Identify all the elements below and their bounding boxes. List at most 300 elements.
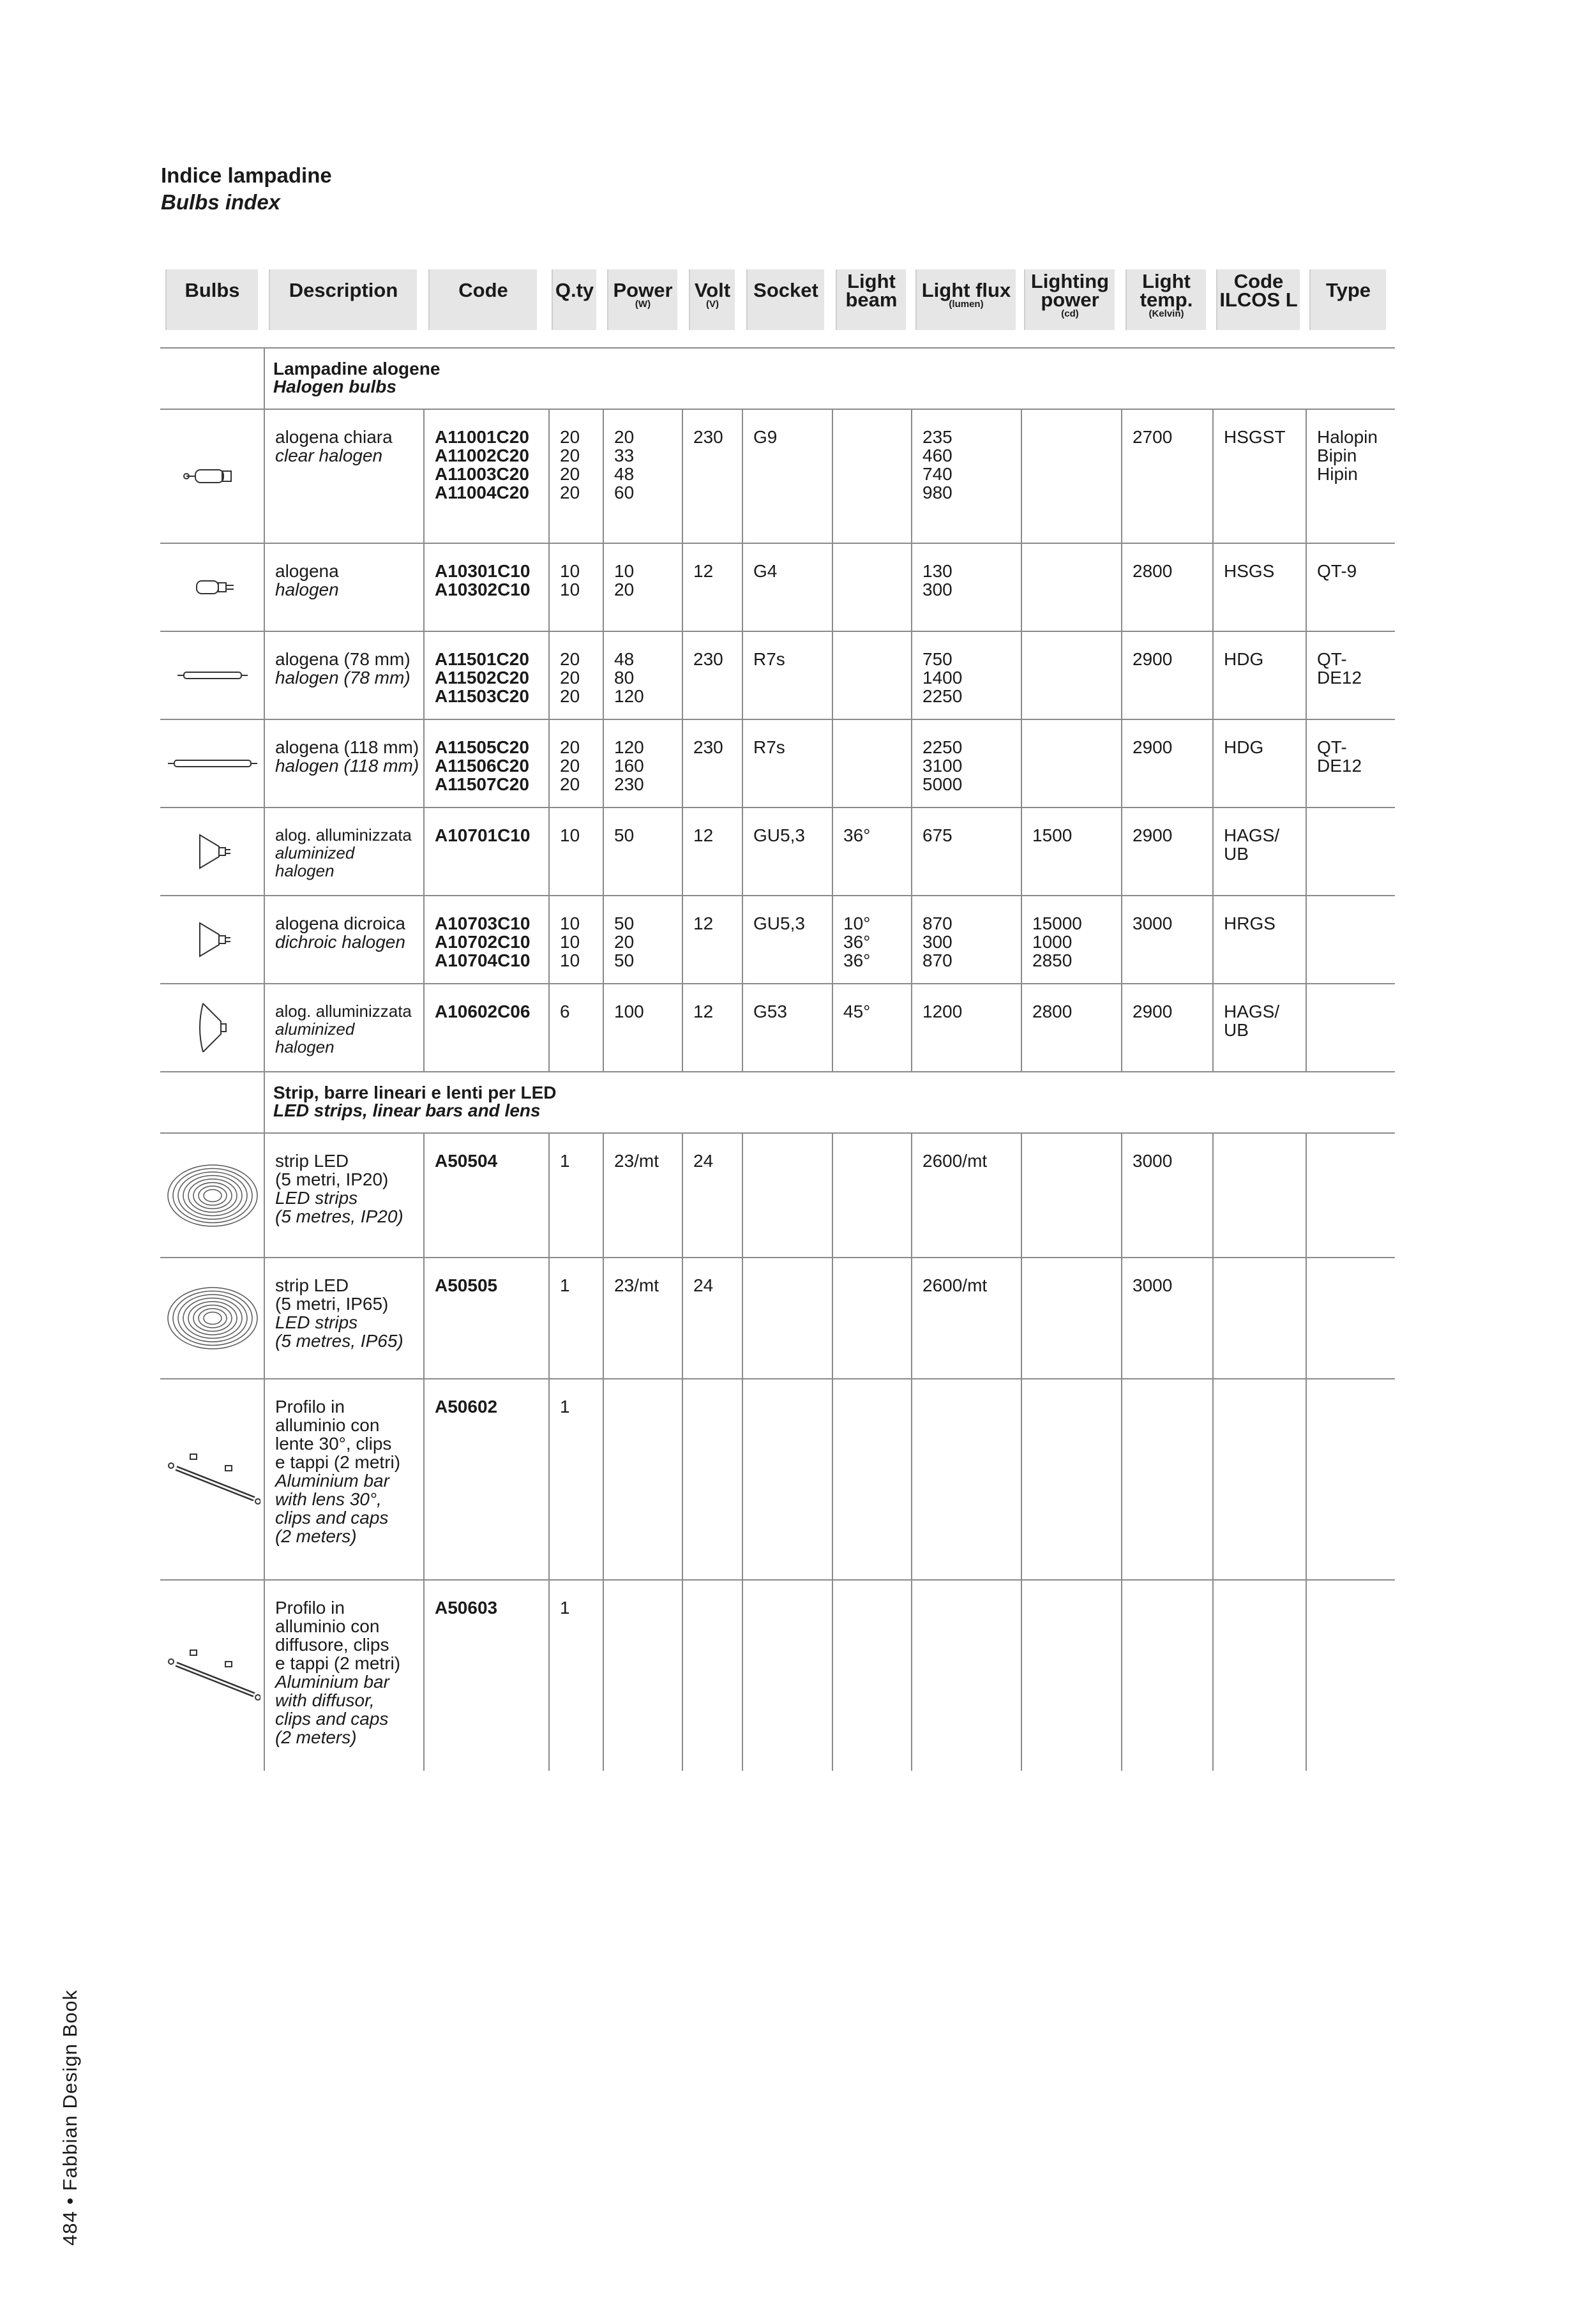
- table-row: [160, 808, 1395, 896]
- column-divider: [264, 632, 265, 719]
- bulb-image: [162, 410, 264, 543]
- column-divider: [682, 632, 683, 719]
- temp-cell: 3000: [1133, 1275, 1173, 1295]
- description-en: Aluminium bar with lens 30°, clips and caps (2 meters): [275, 1471, 389, 1546]
- description-cell: [275, 1152, 421, 1226]
- description-it: alog. alluminizzata: [275, 1002, 412, 1021]
- temp-cell: 2700: [1133, 427, 1173, 447]
- code-cell: A11001C20 A11002C20 A11003C20 A11004C20: [435, 427, 529, 502]
- column-divider: [911, 984, 912, 1071]
- socket-cell: G9: [753, 427, 778, 447]
- power-cell: 23/mt: [614, 1151, 659, 1171]
- qty-cell: 20 20 20: [560, 737, 580, 794]
- lpower-cell: 15000 1000 2850: [1032, 913, 1082, 970]
- flux-cell: 1200: [922, 1002, 963, 1021]
- column-divider: [742, 720, 743, 807]
- column-header-label: Bulbs: [184, 279, 240, 301]
- volt-cell: 24: [693, 1151, 714, 1171]
- column-divider: [1121, 984, 1122, 1071]
- aluminized-reflector-icon: [165, 829, 260, 874]
- column-divider: [548, 544, 550, 631]
- column-divider: [1212, 1379, 1214, 1579]
- column-divider: [1021, 1379, 1022, 1579]
- volt-cell: 12: [693, 561, 714, 581]
- column-divider: [1306, 720, 1307, 807]
- column-divider: [603, 720, 604, 807]
- column-divider: [1021, 720, 1022, 807]
- qty-cell: 10 10: [560, 561, 580, 599]
- flux-cell: 2600/mt: [922, 1151, 988, 1171]
- column-divider: [603, 1581, 604, 1771]
- section-heading: [160, 1072, 1395, 1134]
- column-divider: [742, 1581, 743, 1771]
- column-divider: [548, 1581, 550, 1771]
- column-divider: [832, 1134, 833, 1257]
- column-divider: [1021, 808, 1022, 895]
- column-divider: [1306, 632, 1307, 719]
- flux-cell: 2250 3100 5000: [922, 737, 963, 794]
- column-divider: [423, 544, 425, 631]
- column-divider: [832, 632, 833, 719]
- ilcos-cell: HRGS: [1224, 913, 1276, 933]
- ilcos-cell: HDG: [1224, 737, 1264, 757]
- description-cell: [275, 826, 421, 880]
- table-row: [160, 544, 1395, 632]
- column-divider: [682, 410, 683, 543]
- column-divider: [264, 984, 265, 1071]
- column-header-label: Description: [289, 279, 398, 301]
- description-cell: [275, 650, 421, 687]
- column-divider: [1212, 896, 1214, 983]
- description-it: alogena (78 mm): [275, 649, 410, 669]
- description-it: strip LED (5 metri, IP65): [275, 1275, 389, 1314]
- description-it: alogena dicroica: [275, 913, 405, 933]
- column-header: [1309, 269, 1386, 330]
- column-header-label: Volt: [694, 279, 731, 301]
- column-header: [165, 269, 258, 330]
- column-header: [1216, 269, 1300, 330]
- column-divider: [911, 808, 912, 895]
- column-header: [552, 269, 596, 330]
- column-divider: [832, 544, 833, 631]
- column-divider: [264, 349, 265, 409]
- column-header: [607, 269, 677, 330]
- column-header-unit: (V): [706, 299, 719, 310]
- code-cell: A50505: [435, 1275, 498, 1295]
- column-divider: [423, 984, 425, 1071]
- column-divider: [603, 632, 604, 719]
- ilcos-cell: HAGS/ UB: [1224, 1002, 1280, 1040]
- column-divider: [548, 1258, 550, 1378]
- column-divider: [603, 1134, 604, 1257]
- code-cell: A10602C06: [435, 1002, 531, 1021]
- socket-cell: G4: [753, 561, 778, 581]
- code-cell: A10301C10 A10302C10: [435, 561, 531, 599]
- table-row: [160, 1134, 1395, 1258]
- column-divider: [423, 632, 425, 719]
- socket-cell: GU5,3: [753, 825, 805, 845]
- column-divider: [832, 896, 833, 983]
- column-divider: [1306, 544, 1307, 631]
- column-divider: [264, 808, 265, 895]
- temp-cell: 2900: [1133, 737, 1173, 757]
- flux-cell: 130 300: [922, 561, 952, 599]
- column-header-unit: (lumen): [949, 299, 984, 310]
- column-divider: [832, 1379, 833, 1579]
- ilcos-cell: HAGS/ UB: [1224, 825, 1280, 864]
- column-divider: [1306, 984, 1307, 1071]
- column-divider: [1306, 808, 1307, 895]
- book-title: Fabbian Design Book: [59, 1989, 81, 2191]
- column-divider: [1306, 1581, 1307, 1771]
- column-divider: [911, 410, 912, 543]
- column-divider: [423, 1379, 425, 1579]
- column-divider: [548, 720, 550, 807]
- qty-cell: 1: [560, 1151, 570, 1171]
- flux-cell: 750 1400 2250: [922, 649, 963, 706]
- column-divider: [1021, 632, 1022, 719]
- column-header: [1125, 269, 1206, 330]
- column-divider: [1306, 1258, 1307, 1378]
- column-divider: [1306, 1134, 1307, 1257]
- column-header-label: Power: [613, 279, 673, 301]
- column-divider: [911, 1379, 912, 1579]
- column-divider: [1212, 1258, 1214, 1378]
- column-divider: [1021, 1134, 1022, 1257]
- column-divider: [264, 720, 265, 807]
- power-cell: 20 33 48 60: [614, 427, 635, 502]
- table-row: [160, 984, 1395, 1072]
- column-divider: [911, 720, 912, 807]
- socket-cell: R7s: [753, 737, 785, 757]
- qty-cell: 10 10 10: [560, 913, 580, 970]
- column-divider: [1306, 1379, 1307, 1579]
- column-divider: [1121, 1379, 1122, 1579]
- description-en: Aluminium bar with diffusor, clips and caps (2 meters): [275, 1672, 389, 1747]
- column-divider: [423, 1258, 425, 1378]
- table-row: [160, 632, 1395, 720]
- ilcos-cell: HSGST: [1224, 427, 1286, 447]
- column-divider: [742, 544, 743, 631]
- column-divider: [603, 984, 604, 1071]
- ar111-reflector-icon: [165, 999, 260, 1056]
- lpower-cell: 2800: [1032, 1002, 1073, 1021]
- column-divider: [1121, 1134, 1122, 1257]
- column-divider: [603, 544, 604, 631]
- column-divider: [264, 544, 265, 631]
- column-divider: [264, 1258, 265, 1378]
- column-header: [836, 269, 906, 330]
- description-en: clear halogen: [275, 446, 383, 465]
- column-divider: [1212, 1134, 1214, 1257]
- column-divider: [603, 808, 604, 895]
- type-cell: QT- DE12: [1317, 649, 1362, 687]
- column-divider: [742, 632, 743, 719]
- code-cell: A10701C10: [435, 825, 531, 845]
- column-divider: [682, 1258, 683, 1378]
- description-en: aluminized halogen: [275, 843, 355, 880]
- column-divider: [264, 1072, 265, 1132]
- column-divider: [832, 1581, 833, 1771]
- column-divider: [1212, 984, 1214, 1071]
- flux-cell: 235 460 740 980: [922, 427, 952, 502]
- column-divider: [742, 1134, 743, 1257]
- page-number: 484: [59, 2211, 81, 2246]
- column-divider: [1121, 720, 1122, 807]
- column-divider: [682, 984, 683, 1071]
- column-divider: [911, 1134, 912, 1257]
- power-cell: 50 20 50: [614, 913, 635, 970]
- beam-cell: 10° 36° 36°: [843, 913, 871, 970]
- led-strip-coil-icon: [165, 1157, 260, 1234]
- column-divider: [911, 1258, 912, 1378]
- description-cell: [275, 1397, 421, 1545]
- column-divider: [832, 984, 833, 1071]
- column-divider: [548, 1379, 550, 1579]
- column-divider: [423, 720, 425, 807]
- description-en: halogen (78 mm): [275, 668, 410, 687]
- description-en: LED strips (5 metres, IP65): [275, 1312, 403, 1351]
- column-divider: [832, 720, 833, 807]
- description-cell: [275, 1598, 421, 1747]
- halopin-bulb-icon: [165, 457, 260, 495]
- table-row: [160, 1379, 1395, 1581]
- column-header: [1024, 269, 1115, 330]
- description-it: strip LED (5 metri, IP20): [275, 1151, 389, 1189]
- bulb-image: [162, 896, 264, 983]
- power-cell: 10 20: [614, 561, 635, 599]
- description-en: halogen: [275, 580, 339, 599]
- description-cell: [275, 738, 421, 775]
- description-it: alogena: [275, 561, 339, 581]
- column-divider: [264, 410, 265, 543]
- column-divider: [1212, 632, 1214, 719]
- ilcos-cell: HDG: [1224, 649, 1264, 669]
- column-header-label: Q.ty: [555, 279, 594, 301]
- column-header-unit: (W): [635, 299, 651, 310]
- column-divider: [423, 1134, 425, 1257]
- column-divider: [742, 984, 743, 1071]
- page-title: Indice lampadine: [161, 163, 332, 187]
- column-header: [689, 269, 735, 330]
- column-header: [746, 269, 824, 330]
- column-divider: [742, 1258, 743, 1378]
- page-titles: [161, 162, 332, 216]
- code-cell: A50602: [435, 1397, 498, 1416]
- column-divider: [423, 808, 425, 895]
- flux-cell: 675: [922, 825, 952, 845]
- column-divider: [603, 896, 604, 983]
- column-divider: [1021, 1258, 1022, 1378]
- bulb-image: [162, 1379, 264, 1579]
- column-header: [915, 269, 1016, 330]
- column-divider: [742, 896, 743, 983]
- column-divider: [1021, 410, 1022, 543]
- table-row: [160, 896, 1395, 984]
- column-divider: [682, 720, 683, 807]
- power-cell: 120 160 230: [614, 737, 644, 794]
- column-divider: [548, 808, 550, 895]
- power-cell: 50: [614, 825, 635, 845]
- column-header-label: Code: [458, 279, 508, 301]
- column-divider: [832, 1258, 833, 1378]
- qty-cell: 1: [560, 1397, 570, 1416]
- column-divider: [1121, 632, 1122, 719]
- table-row: [160, 720, 1395, 808]
- bipin-bulb-icon: [165, 575, 260, 600]
- column-divider: [1306, 410, 1307, 543]
- column-divider: [264, 896, 265, 983]
- column-divider: [682, 808, 683, 895]
- column-divider: [1021, 984, 1022, 1071]
- column-divider: [911, 1581, 912, 1771]
- description-cell: [275, 428, 421, 465]
- qty-cell: 20 20 20: [560, 649, 580, 706]
- column-divider: [742, 1379, 743, 1579]
- volt-cell: 12: [693, 913, 714, 933]
- aluminium-bar-lens-icon: [165, 1445, 260, 1515]
- beam-cell: 45°: [843, 1002, 871, 1021]
- description-en: halogen (118 mm): [275, 756, 419, 776]
- column-divider: [603, 410, 604, 543]
- aluminium-bar-diffusor-icon: [165, 1641, 260, 1711]
- led-strip-coil-icon: [165, 1280, 260, 1356]
- code-cell: A10703C10 A10702C10 A10704C10: [435, 913, 531, 970]
- section-title: Strip, barre lineari e lenti per LED: [273, 1083, 557, 1102]
- temp-cell: 2900: [1133, 649, 1173, 669]
- volt-cell: 230: [693, 427, 723, 447]
- column-header-label: Type: [1325, 279, 1371, 301]
- column-divider: [1121, 410, 1122, 543]
- linear-halogen-118-icon: [165, 754, 260, 773]
- temp-cell: 3000: [1133, 1151, 1173, 1171]
- bulb-image: [162, 544, 264, 631]
- column-divider: [1021, 896, 1022, 983]
- lpower-cell: 1500: [1032, 825, 1073, 845]
- qty-cell: 1: [560, 1275, 570, 1295]
- bullet-separator: •: [59, 2197, 81, 2205]
- table-row: [160, 1581, 1395, 1771]
- column-divider: [742, 410, 743, 543]
- flux-cell: 2600/mt: [922, 1275, 988, 1295]
- section-subtitle: Halogen bulbs: [273, 377, 396, 396]
- code-cell: A50504: [435, 1151, 498, 1171]
- bulb-image: [162, 984, 264, 1071]
- description-cell: [275, 914, 421, 951]
- column-divider: [548, 410, 550, 543]
- description-cell: [275, 562, 421, 599]
- column-divider: [1121, 896, 1122, 983]
- temp-cell: 3000: [1133, 913, 1173, 933]
- description-it: alog. alluminizzata: [275, 825, 412, 845]
- volt-cell: 230: [693, 737, 723, 757]
- column-divider: [682, 1581, 683, 1771]
- code-cell: A11505C20 A11506C20 A11507C20: [435, 737, 529, 794]
- qty-cell: 6: [560, 1002, 570, 1021]
- column-divider: [682, 896, 683, 983]
- column-divider: [603, 1258, 604, 1378]
- column-divider: [548, 896, 550, 983]
- column-divider: [682, 1379, 683, 1579]
- column-header-label: Light beam: [845, 270, 898, 311]
- column-divider: [1212, 410, 1214, 543]
- column-header-unit: (Kelvin): [1148, 308, 1184, 319]
- column-divider: [264, 1379, 265, 1579]
- column-divider: [832, 808, 833, 895]
- beam-cell: 36°: [843, 825, 871, 845]
- bulb-image: [162, 632, 264, 719]
- section-heading: [160, 349, 1395, 410]
- socket-cell: G53: [753, 1002, 787, 1021]
- column-divider: [423, 410, 425, 543]
- column-divider: [1212, 808, 1214, 895]
- linear-halogen-78-icon: [165, 666, 260, 685]
- column-divider: [1212, 544, 1214, 631]
- socket-cell: GU5,3: [753, 913, 805, 933]
- column-divider: [742, 808, 743, 895]
- column-divider: [548, 632, 550, 719]
- page-subtitle: Bulbs index: [161, 190, 281, 214]
- bulb-image: [162, 1258, 264, 1378]
- dichroic-reflector-icon: [165, 917, 260, 962]
- flux-cell: 870 300 870: [922, 913, 952, 970]
- column-divider: [1021, 1581, 1022, 1771]
- column-header: [428, 269, 537, 330]
- bulb-image: [162, 1581, 264, 1771]
- description-en: aluminized halogen: [275, 1019, 355, 1056]
- description-cell: [275, 1002, 421, 1056]
- qty-cell: 10: [560, 825, 580, 845]
- column-divider: [911, 544, 912, 631]
- description-it: alogena chiara: [275, 427, 393, 447]
- table-header: [160, 262, 1395, 349]
- bulb-image: [162, 720, 264, 807]
- column-divider: [423, 1581, 425, 1771]
- code-cell: A11501C20 A11502C20 A11503C20: [435, 649, 529, 706]
- column-divider: [603, 1379, 604, 1579]
- socket-cell: R7s: [753, 649, 785, 669]
- description-it: Profilo in alluminio con diffusore, clips e tappi (2 metri): [275, 1598, 401, 1673]
- temp-cell: 2900: [1133, 825, 1173, 845]
- temp-cell: 2800: [1133, 561, 1173, 581]
- column-divider: [1306, 896, 1307, 983]
- page-footer-vertical: [59, 1990, 82, 2246]
- column-divider: [832, 410, 833, 543]
- bulb-image: [162, 808, 264, 895]
- column-header-label: Socket: [753, 279, 818, 301]
- column-divider: [1121, 808, 1122, 895]
- power-cell: 48 80 120: [614, 649, 644, 706]
- column-divider: [548, 1134, 550, 1257]
- column-divider: [1021, 544, 1022, 631]
- power-cell: 23/mt: [614, 1275, 659, 1295]
- volt-cell: 24: [693, 1275, 714, 1295]
- code-cell: A50603: [435, 1598, 498, 1618]
- temp-cell: 2900: [1133, 1002, 1173, 1021]
- qty-cell: 1: [560, 1598, 570, 1618]
- power-cell: 100: [614, 1002, 644, 1021]
- column-divider: [911, 632, 912, 719]
- description-it: Profilo in alluminio con lente 30°, clips e tappi (2 metri): [275, 1397, 401, 1472]
- column-header-unit: (cd): [1061, 308, 1079, 319]
- description-cell: [275, 1276, 421, 1350]
- column-divider: [1121, 1581, 1122, 1771]
- column-divider: [682, 544, 683, 631]
- type-cell: QT- DE12: [1317, 737, 1362, 776]
- description-en: dichroic halogen: [275, 932, 405, 952]
- column-header-label: Light flux: [921, 279, 1011, 301]
- volt-cell: 230: [693, 649, 723, 669]
